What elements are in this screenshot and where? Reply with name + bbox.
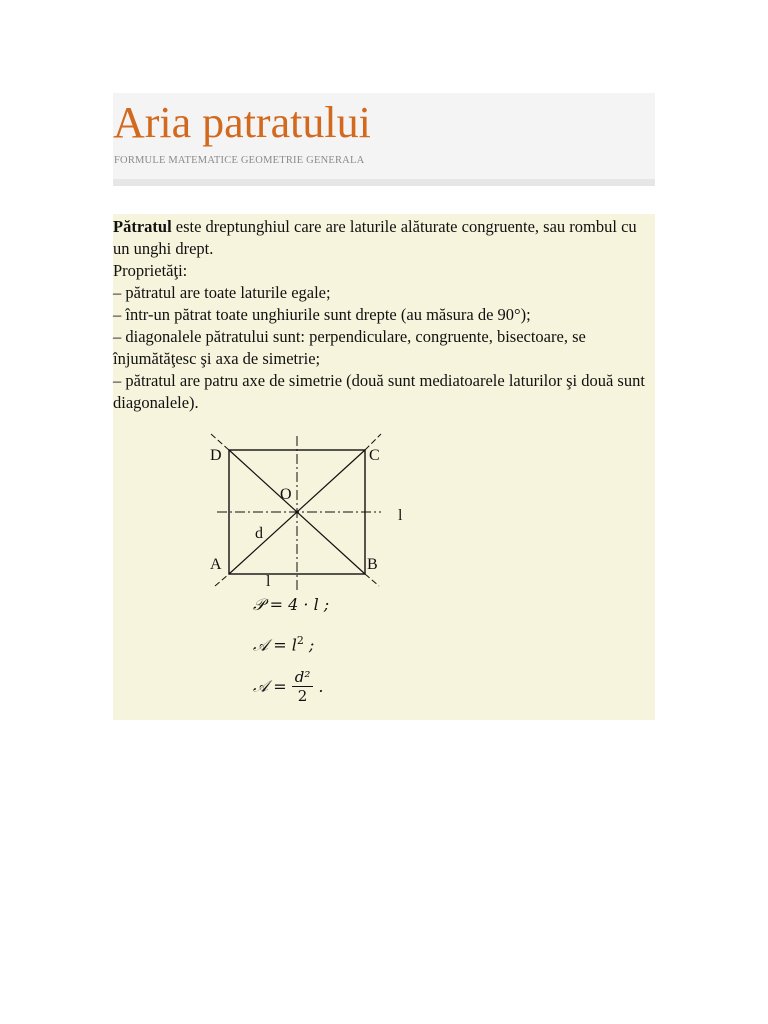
property-item: – diagonalele pătratului sunt: perpendiculare, congruente, bisectoare, se înjumătăţesc şi axa de simetrie; bbox=[113, 327, 586, 368]
fraction-numerator: d² bbox=[292, 668, 314, 687]
center-label: O bbox=[280, 486, 292, 503]
area2-fraction bbox=[292, 668, 314, 705]
perimeter-symbol: 𝒫 bbox=[253, 595, 265, 614]
perimeter-expression: = 4 · l ; bbox=[264, 595, 330, 614]
side-label-right: l bbox=[398, 507, 403, 524]
square-diagram bbox=[113, 214, 655, 720]
area-diagonal-formula bbox=[253, 668, 324, 705]
article-content bbox=[113, 214, 655, 720]
area2-symbol: 𝒜 bbox=[253, 676, 269, 696]
page-title: Aria patratului bbox=[113, 98, 371, 147]
category-tags[interactable]: FORMULE MATEMATICE GEOMETRIE GENERALA bbox=[114, 155, 365, 166]
perimeter-formula bbox=[253, 595, 329, 615]
axis-diag-ext bbox=[215, 574, 229, 586]
definition-text: este dreptunghiul care are laturile alăturate congruente, sau rombul cu un unghi drept. bbox=[113, 217, 637, 258]
fraction-denominator: 2 bbox=[297, 687, 308, 705]
area-expression: = l bbox=[268, 635, 297, 655]
vertex-b-label: B bbox=[367, 556, 378, 573]
area2-end: . bbox=[313, 677, 324, 696]
article-header bbox=[113, 93, 655, 186]
property-item: – pătratul are patru axe de simetrie (două sunt mediatoarele laturilor şi două sunt diagonalele). bbox=[113, 371, 645, 412]
vertex-a-label: A bbox=[210, 556, 222, 573]
area-exponent: 2 bbox=[296, 634, 304, 647]
definition-term: Pătratul bbox=[113, 217, 172, 236]
property-item: – într-un pătrat toate unghiurile sunt drepte (au măsura de 90°); bbox=[113, 305, 531, 324]
area-symbol: 𝒜 bbox=[253, 635, 269, 655]
diagonal-label: d bbox=[255, 525, 263, 542]
side-label-bottom: l bbox=[266, 573, 271, 590]
axis-diag-ext bbox=[365, 574, 379, 586]
property-item: – pătratul are toate laturile egale; bbox=[113, 283, 331, 302]
vertex-d-label: D bbox=[210, 447, 222, 464]
area2-equals: = bbox=[268, 677, 292, 696]
properties-title: Proprietăţi: bbox=[113, 261, 188, 280]
area-end: ; bbox=[303, 635, 315, 655]
vertex-c-label: C bbox=[369, 447, 380, 464]
area-formula bbox=[253, 634, 314, 655]
